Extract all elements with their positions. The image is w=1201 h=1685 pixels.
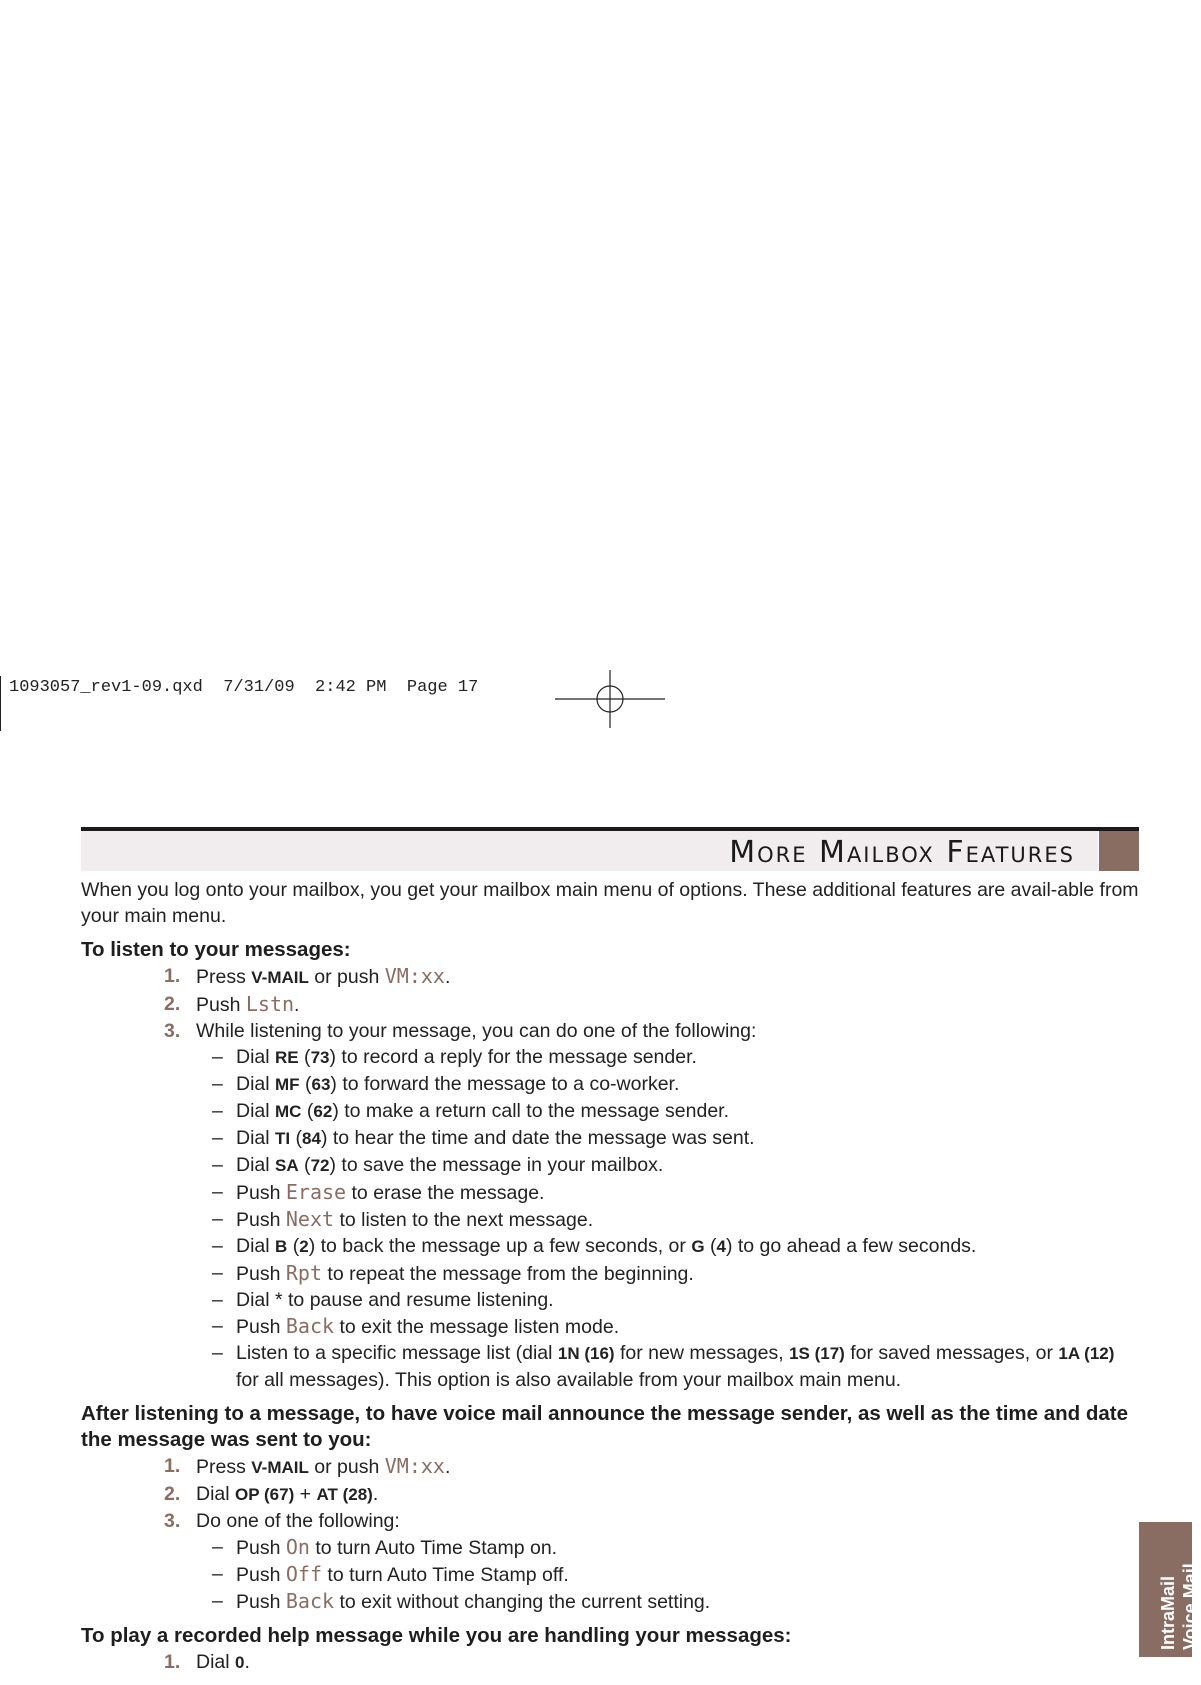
softkey-label: Next: [285, 1207, 335, 1231]
list-item: – Push Rpt to repeat the message from the beginning.: [212, 1261, 694, 1285]
registration-mark-icon: [555, 670, 665, 730]
page-content: [81, 877, 1139, 1676]
list-item: – Dial MC (62) to make a return call to the message sender.: [212, 1100, 730, 1122]
step: 1. Press V-MAIL or push VM:xx.: [164, 964, 451, 988]
file-slug: 1093057_rev1-09.qxd 7/31/09 2:42 PM Page 17: [9, 678, 479, 697]
list-item: – Push Next to listen to the next message.: [212, 1207, 594, 1231]
list-item: – Push Back to exit the message listen mode.: [212, 1314, 620, 1338]
list-item: – Push Back to exit without changing the current setting.: [212, 1589, 711, 1613]
list-item: – Listen to a specific message list (dial 1N (16) for new messages, 1S (17) for saved messages, or 1A (12) for all messages). This option is also available from your mailbox main menu.: [212, 1342, 1115, 1391]
list-item: – Dial B (2) to back the message up a few seconds, or G (4) to go ahead a few seconds.: [212, 1235, 977, 1257]
step: 1. Dial 0.: [164, 1651, 250, 1673]
softkey-label: Lstn: [245, 992, 295, 1016]
list-item: – Dial TI (84) to hear the time and date the message was sent.: [212, 1127, 755, 1149]
intro-paragraph: When you log onto your mailbox, you get your mailbox main menu of options. These additional features are avail-able from your main menu.: [81, 879, 1139, 927]
time-stamp-options: [196, 1534, 1139, 1615]
step: 2. Dial OP (67) + AT (28).: [164, 1483, 379, 1505]
section-heading-listen: To listen to your messages:: [81, 938, 351, 961]
softkey-label: VM:xx: [384, 964, 445, 988]
softkey-label: Back: [285, 1314, 335, 1338]
list-item: – Push Erase to erase the message.: [212, 1180, 545, 1204]
side-tab-label: IntraMail Voice Mail: [1158, 1563, 1200, 1650]
list-item: – Dial RE (73) to record a reply for the message sender.: [212, 1046, 697, 1068]
title-bar: [81, 831, 1098, 871]
section-heading-auto-time-stamp: After listening to a message, to have voice mail announce the message sender, as well as the time and date the message was sent to you:: [81, 1402, 1129, 1451]
slug-bar: [0, 676, 1, 731]
help-steps: [81, 1649, 1139, 1676]
list-item: – Push On to turn Auto Time Stamp on.: [212, 1535, 558, 1559]
step: 1. Press V-MAIL or push VM:xx.: [164, 1454, 451, 1478]
step: 2. Push Lstn.: [164, 992, 300, 1016]
list-item: – Push Off to turn Auto Time Stamp off.: [212, 1562, 569, 1586]
time-stamp-steps: [81, 1453, 1139, 1615]
softkey-label: On: [285, 1535, 310, 1559]
listen-options: [196, 1044, 1139, 1393]
softkey-label: Erase: [285, 1180, 347, 1204]
listen-steps: [81, 963, 1139, 1393]
list-item: – Dial SA (72) to save the message in your mailbox.: [212, 1154, 664, 1176]
page-title: More Mailbox Features: [729, 835, 1075, 870]
list-item: – Dial * to pause and resume listening.: [212, 1289, 554, 1311]
list-item: – Dial MF (63) to forward the message to a co-worker.: [212, 1073, 680, 1095]
step: 3. Do one of the following: – Push On to turn Auto Time Stamp on. – Push Off to turn Auto Time Stamp off. – Push Back to exit without changing the current setting.: [164, 1508, 1139, 1615]
title-tab: [1099, 831, 1139, 871]
softkey-label: Back: [285, 1589, 335, 1613]
softkey-label: VM:xx: [384, 1454, 445, 1478]
key-label: V-MAIL: [251, 968, 309, 987]
step: 3. While listening to your message, you can do one of the following: – Dial RE (73) to record a reply for the message sender. – Dial MF (63) to forward the message to a co-worker. – Dial MC (62) to make a return call to the message sender. – Dial TI (84) to hear the time and date the message was sent. – Dial SA (72) to save the message in your mailbox. – Push Erase to erase the message. – Push Next to listen to the next message. – Dial B (2) to back the message up a few seconds, or G (4) to go ahead a few seconds. – Push Rpt to repeat the message from the beginning. – Dial * to pause and resume listening. – Push Back to exit the message listen mode. – Listen to a specific message list (dial 1N (16) for new messages, 1S (17) for saved messages, or 1A (12) for all messages). This option is also available from your mailbox main menu.: [164, 1018, 1139, 1393]
softkey-label: Off: [285, 1562, 322, 1586]
softkey-label: Rpt: [285, 1261, 322, 1285]
section-side-tab: [1139, 1522, 1200, 1657]
section-heading-help-message: To play a recorded help message while you are handling your messages:: [81, 1624, 792, 1647]
